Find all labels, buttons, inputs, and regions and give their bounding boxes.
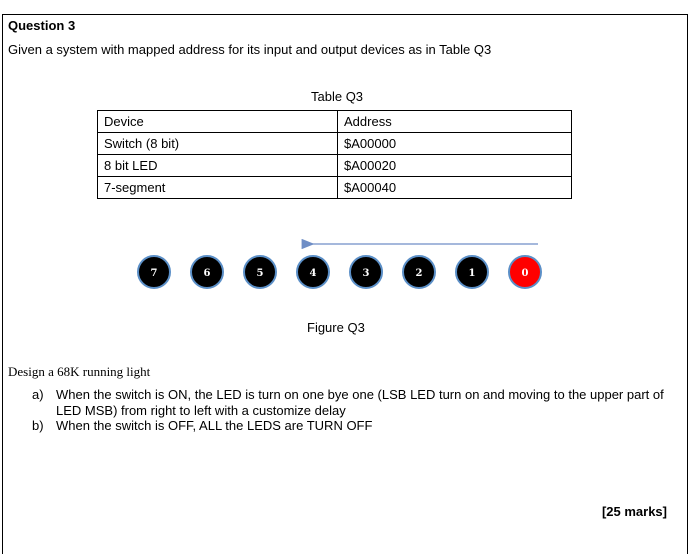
led-4 xyxy=(297,256,329,288)
led-0 xyxy=(509,256,541,288)
device-cell: 8 bit LED xyxy=(98,155,338,177)
led-label: 6 xyxy=(203,268,211,279)
design-heading: Design a 68K running light xyxy=(8,364,151,379)
led-6 xyxy=(191,256,223,288)
device-cell: 7-segment xyxy=(98,177,338,199)
list-item-text: When the switch is OFF, ALL the LEDS are TURN OFF xyxy=(56,418,373,433)
led-label: 1 xyxy=(468,268,476,279)
list-item-text: When the switch is ON, the LED is turn on one bye one (LSB LED turn on and moving to the upper part of LED MSB) from right to left with a customize delay xyxy=(56,387,664,418)
led-2 xyxy=(403,256,435,288)
table-row xyxy=(98,155,572,177)
question-title: Question 3 xyxy=(8,18,76,33)
table-row xyxy=(98,177,572,199)
figure-caption: Figure Q3 xyxy=(307,320,365,335)
address-cell: $A00020 xyxy=(338,155,572,177)
address-table xyxy=(97,110,572,199)
led-3 xyxy=(350,256,382,288)
address-cell: $A00040 xyxy=(338,177,572,199)
led-label: 7 xyxy=(150,268,158,279)
device-cell: Switch (8 bit) xyxy=(98,133,338,155)
list-item xyxy=(32,387,672,418)
led-label: 3 xyxy=(362,268,370,279)
list-item-label: b) xyxy=(32,418,44,433)
header-device: Device xyxy=(98,111,338,133)
led-label: 4 xyxy=(309,268,317,279)
table-row xyxy=(98,133,572,155)
task-list xyxy=(32,387,672,434)
led-1 xyxy=(456,256,488,288)
header-address: Address xyxy=(338,111,572,133)
led-row xyxy=(138,256,541,288)
marks-label: [25 marks] xyxy=(601,504,667,519)
list-item xyxy=(32,418,672,434)
table-header-row xyxy=(98,111,572,133)
address-cell: $A00000 xyxy=(338,133,572,155)
led-label: 5 xyxy=(256,268,264,279)
led-label: 2 xyxy=(415,268,423,279)
question-intro: Given a system with mapped address for its input and output devices as in Table Q3 xyxy=(8,42,492,57)
led-label: 0 xyxy=(521,268,529,279)
led-5 xyxy=(244,256,276,288)
led-figure xyxy=(0,230,691,310)
list-item-label: a) xyxy=(32,387,44,402)
table-caption: Table Q3 xyxy=(311,89,364,104)
led-7 xyxy=(138,256,170,288)
